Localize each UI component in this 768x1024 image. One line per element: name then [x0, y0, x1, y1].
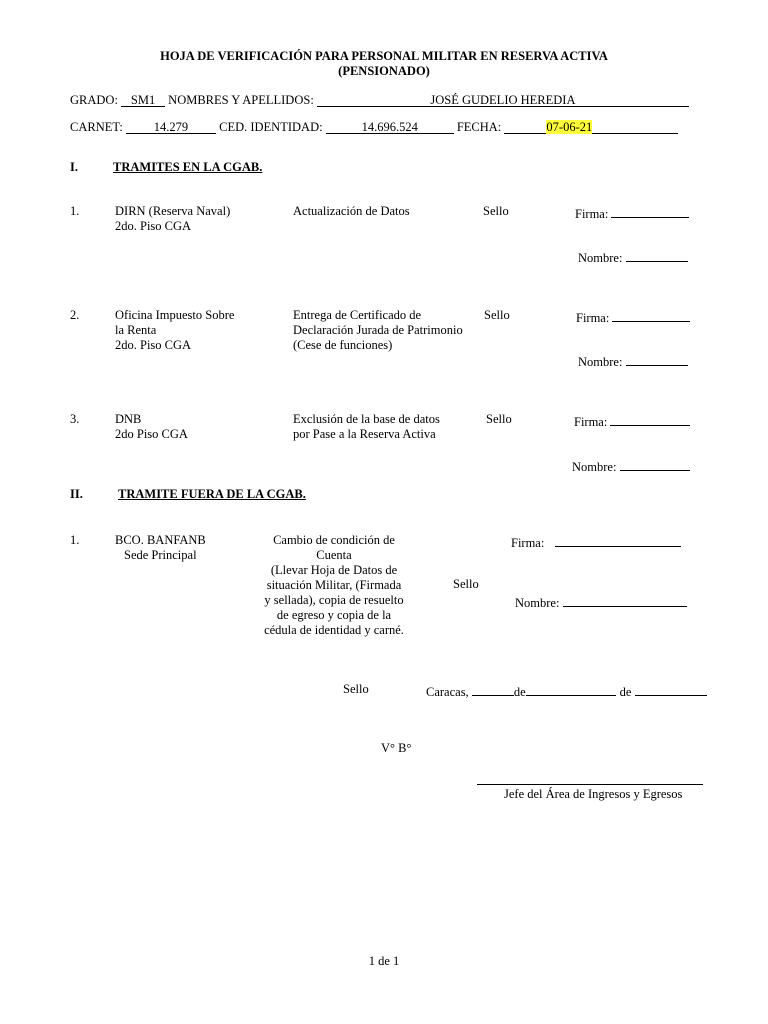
grado-field[interactable]: SM1: [121, 93, 165, 107]
carnet-label: CARNET:: [70, 120, 123, 134]
item1-firma-row: [575, 204, 689, 222]
s2-item1-nombre-label: Nombre:: [515, 596, 560, 610]
nombres-field[interactable]: JOSÉ GUDELIO HEREDIA: [317, 93, 689, 107]
item2-sello: Sello: [484, 308, 510, 322]
de-label-2: de: [619, 685, 632, 699]
item2-firma-label: Firma:: [576, 311, 610, 325]
item3-nombre-field[interactable]: [620, 457, 690, 471]
item3-nombre-row: [572, 457, 690, 475]
item1-nombre-field[interactable]: [626, 248, 688, 262]
cedula-label: CED. IDENTIDAD:: [219, 120, 323, 134]
visto-bueno-label: V° B°: [381, 741, 412, 755]
item3-sello: Sello: [486, 412, 512, 426]
s2-item1-sello: Sello: [453, 577, 479, 591]
s2-item1-nombre-field[interactable]: [563, 593, 687, 607]
s2-item1-nombre-row: [515, 593, 687, 611]
item1-firma-label: Firma:: [575, 207, 609, 221]
item3-firma-row: [574, 412, 690, 430]
nombres-label: NOMBRES Y APELLIDOS:: [168, 93, 314, 107]
signatory-title: Jefe del Área de Ingresos y Egresos: [504, 787, 683, 801]
s2-item1-action: Cambio de condición de Cuenta (Llevar Hoja de Datos de situación Militar, (Firmada y sellada), copia de resuelto de egreso y copia de la cédula de identidad y carné.: [264, 533, 404, 637]
s2-item1-firma-label: Firma:: [511, 536, 545, 550]
s2-item1-firma-field[interactable]: [555, 533, 681, 547]
item3-nombre-label: Nombre:: [572, 460, 617, 474]
fecha-label: FECHA:: [456, 120, 502, 134]
section1-title: TRAMITES EN LA CGAB.: [113, 160, 263, 174]
document-title: HOJA DE VERIFICACIÓN PARA PERSONAL MILITAR EN RESERVA ACTIVA: [160, 49, 608, 63]
item2-firma-field[interactable]: [612, 308, 690, 322]
item1-number: 1.: [70, 204, 80, 218]
item3-action: Exclusión de la base de datos por Pase a la Reserva Activa: [293, 412, 440, 441]
carnet-row: [70, 120, 678, 135]
footer-date-row: [426, 682, 707, 700]
item2-firma-row: [576, 308, 690, 326]
item1-firma-field[interactable]: [611, 204, 689, 218]
page-number: 1 de 1: [368, 954, 400, 968]
grado-label: GRADO:: [70, 93, 118, 107]
month-field[interactable]: [526, 682, 616, 696]
item1-office: DIRN (Reserva Naval) 2do. Piso CGA: [115, 204, 231, 233]
item3-firma-label: Firma:: [574, 415, 608, 429]
item2-action: Entrega de Certificado de Declaración Jurada de Patrimonio (Cese de funciones): [293, 308, 463, 352]
section2-title: TRAMITE FUERA DE LA CGAB.: [118, 487, 306, 501]
item1-sello: Sello: [483, 204, 509, 218]
year-field[interactable]: [635, 682, 707, 696]
document-subtitle: (PENSIONADO): [338, 64, 430, 78]
item1-nombre-row: [578, 248, 688, 266]
item3-number: 3.: [70, 412, 80, 426]
grado-row: [70, 93, 689, 108]
fecha-value: 07-06-21: [546, 120, 593, 134]
item2-number: 2.: [70, 308, 80, 322]
cedula-field[interactable]: 14.696.524: [326, 120, 454, 134]
s2-item1-office-line1: BCO. BANFANB: [115, 533, 206, 547]
item2-office: Oficina Impuesto Sobre la Renta 2do. Piso CGA: [115, 308, 235, 352]
signature-line[interactable]: [477, 784, 703, 785]
s2-item1-office-line2: Sede Principal: [124, 548, 197, 562]
footer-sello: Sello: [343, 682, 369, 696]
day-field[interactable]: [472, 682, 514, 696]
de-label-1: de: [513, 685, 526, 699]
caracas-label: Caracas,: [426, 685, 469, 699]
section2-number: II.: [70, 487, 83, 501]
section1-number: I.: [70, 160, 78, 174]
item3-office: DNB 2do Piso CGA: [115, 412, 188, 441]
item1-action: Actualización de Datos: [293, 204, 410, 218]
item2-nombre-row: [578, 352, 688, 370]
fecha-field[interactable]: [504, 120, 678, 134]
s2-item1-firma-row: [511, 533, 681, 551]
item2-nombre-label: Nombre:: [578, 355, 623, 369]
item1-nombre-label: Nombre:: [578, 251, 623, 265]
item2-nombre-field[interactable]: [626, 352, 688, 366]
s2-item1-number: 1.: [70, 533, 80, 547]
carnet-field[interactable]: 14.279: [126, 120, 216, 134]
item3-firma-field[interactable]: [610, 412, 690, 426]
